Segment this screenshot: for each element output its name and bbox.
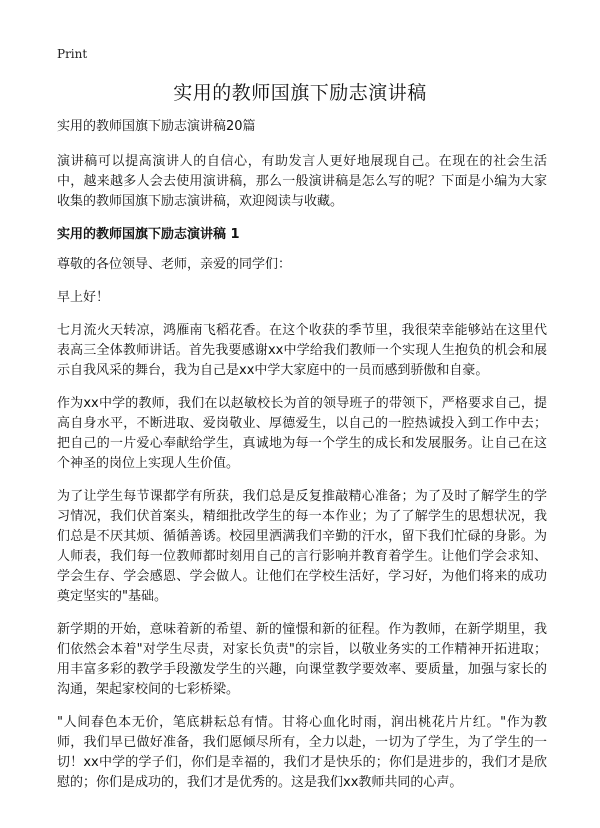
section-heading: 实用的教师国旗下励志演讲稿 1 [57, 227, 240, 242]
greeting: 早上好！ [57, 290, 110, 305]
salutation: 尊敬的各位领导、老师，亲爱的同学们： [57, 257, 292, 272]
body-paragraph: 作为xx中学的教师，我们在以赵敏校长为首的领导班子的带领下，严格要求自己，提高自身水平，不断进取、爱岗敬业、厚德爱生，以自己的一腔热诚投入到工作中去；把自己的一片爱心奉献给学生，真诚地为每一个学生的成长和发展服务。让自己在这个神圣的岗位上实现人生价值。 [57, 396, 547, 471]
document-body [57, 117, 547, 806]
print-label: Print [57, 47, 88, 61]
body-paragraph: 七月流火天转凉，鸿雁南飞稻花香。在这个收获的季节里，我很荣幸能够站在这里代表高三全体教师讲话。首先我要感谢xx中学给我们教师一个实现人生抱负的机会和展示自我风采的舞台，我为自己是xx中学大家庭中的一员而感到骄傲和自豪。 [57, 323, 547, 378]
page-title: 实用的教师国旗下励志演讲稿 [173, 82, 427, 104]
document-subtitle: 实用的教师国旗下励志演讲稿20篇 [57, 119, 256, 134]
body-paragraph: 新学期的开始，意味着新的希望、新的憧憬和新的征程。作为教师，在新学期里，我们依然会本着"对学生尽责，对家长负责"的宗旨，以敬业务实的工作精神开拓进取；用丰富多彩的教学手段激发学生的兴趣，向课堂教学要效率、要质量，加强与家长的沟通，架起家校间的七彩桥梁。 [57, 622, 547, 697]
intro-paragraph: 演讲稿可以提高演讲人的自信心，有助发言人更好地展现自己。在现在的社会生活中，越来越多人会去使用演讲稿，那么一般演讲稿是怎么写的呢？下面是小编为大家收集的教师国旗下励志演讲稿，欢迎阅读与收藏。 [57, 154, 547, 209]
body-paragraph: "人间春色本无价，笔底耕耘总有情。甘将心血化时雨，润出桃花片片红。"作为教师，我们早已做好准备，我们愿倾尽所有，全力以赴，一切为了学生，为了学生的一切！xx中学的学子们，你们是幸福的，我们才是快乐的；你们是进步的，我们才是欣慰的；你们是成功的，我们才是优秀的。这是我们xx教师共同的心声。 [57, 715, 547, 790]
body-paragraph: 为了让学生每节课都学有所获，我们总是反复推敲精心准备；为了及时了解学生的学习情况，我们伏首案头，精细批改学生的每一本作业；为了了解学生的思想状况，我们总是不厌其烦、循循善诱。校园里洒满我们辛勤的汗水，留下我们忙碌的身影。为人师表，我们每一位教师都时刻用自己的言行影响并教育着学生。让他们学会求知、学会生存、学会感恩、学会做人。让他们在学校生活好，学习好，为他们将来的成功奠定坚实的"基础。 [57, 489, 547, 604]
